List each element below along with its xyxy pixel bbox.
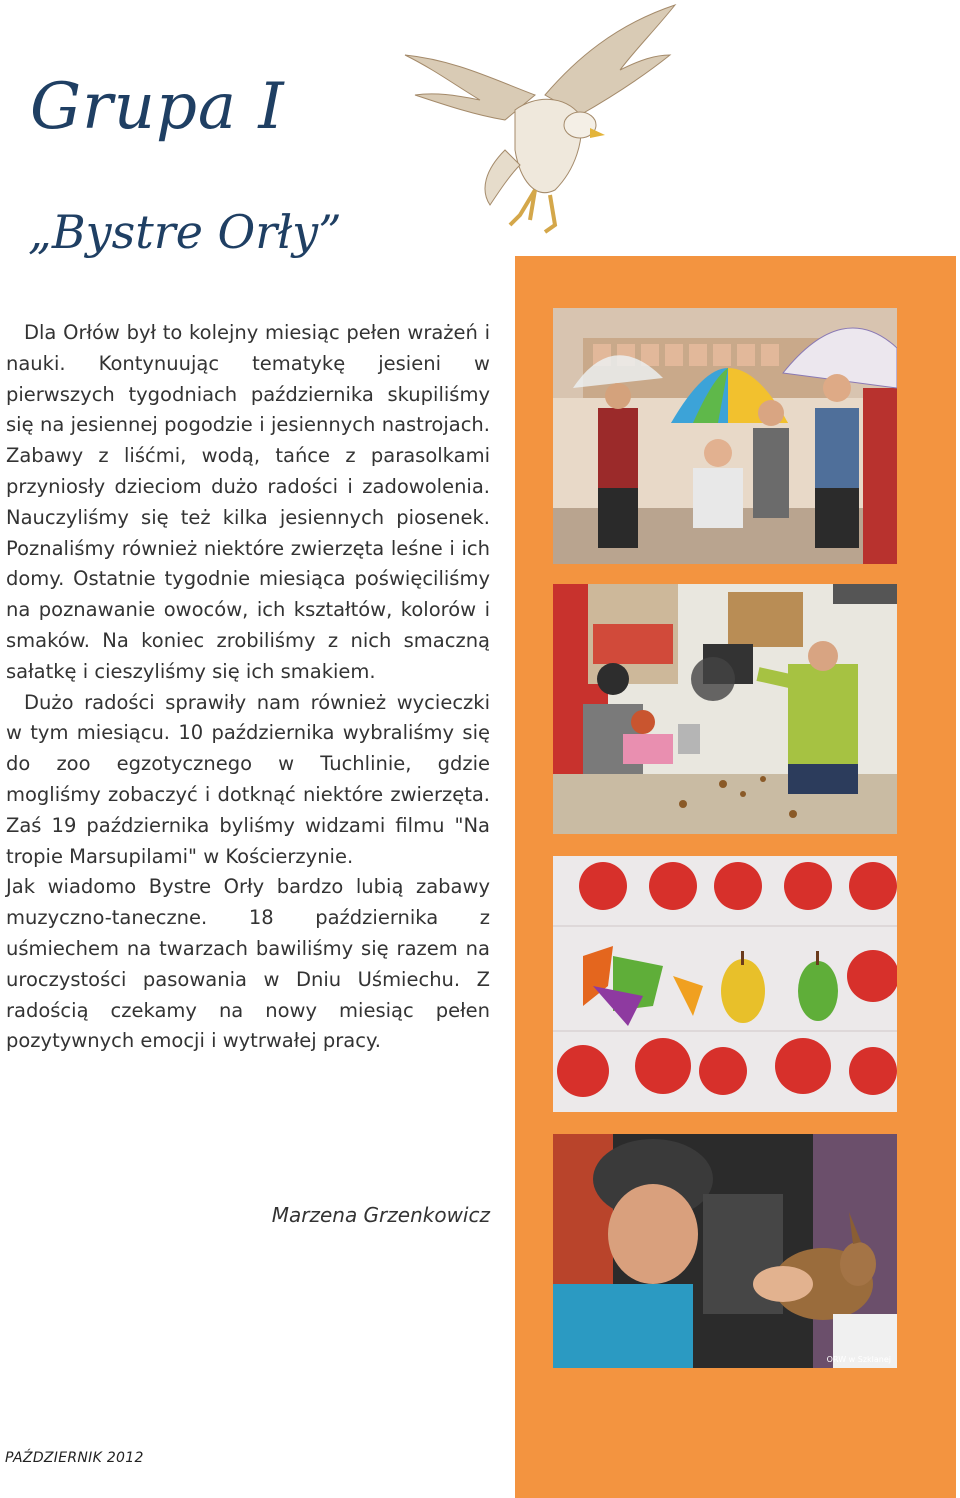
photo-rabbit-zoo [553,1134,897,1368]
photo-watermark: ORW w Szklanej [826,1355,891,1364]
photo-autumn-leaves [553,584,897,834]
article-body [6,318,490,1057]
photo-fruit-paintings [553,856,897,1112]
eagle-illustration [385,0,685,240]
group-subtitle: „Bystre Orły” [28,205,342,259]
article-author: Marzena Grzenkowicz [271,1203,490,1227]
footer-date: PAŹDZIERNIK 2012 [5,1450,144,1466]
article-paragraph: Dużo radości sprawiły nam również wycieczki w tym miesiącu. 10 października wybraliśmy się do zoo egzotycznego w Tuchlinie, gdzie mogliśmy zobaczyć i dotknąć niektóre zwierzęta. Zaś 19 października byliśmy widzami filmu "Na tropie Marsupilami" w Kościerzynie. [6,690,490,868]
article-paragraph: Dla Orłów był to kolejny miesiąc pełen wrażeń i nauki. Kontynuując tematykę jesieni w pierwszych tygodniach października skupiliśmy się na jesiennej pogodzie i jesiennych nastrojach. Zabawy z liśćmi, wodą, tańce z parasolkami przyniosły dzieciom dużo radości i zadowolenia. Nauczyliśmy się też kilka jesiennych piosenek. Poznaliśmy również niektóre zwierzęta leśne i ich domy. Ostatnie tygodnie miesiąca poświęciliśmy na poznawanie owoców, ich kształtów, kolorów i smaków. Na koniec zrobiliśmy z nich smaczną sałatkę i cieszyliśmy się ich smakiem. [6,321,490,683]
article-paragraph: Jak wiadomo Bystre Orły bardzo lubią zabawy muzyczno-taneczne. 18 października z uśmiechem na twarzach bawiliśmy się razem na uroczystości pasowania w Dniu Uśmiechu. Z radością czekamy na nowy miesiąc pełen pozytywnych emocji i wytrwałej pracy. [6,875,490,1053]
photo-umbrellas [553,308,897,564]
page-title: Grupa I [30,70,285,144]
